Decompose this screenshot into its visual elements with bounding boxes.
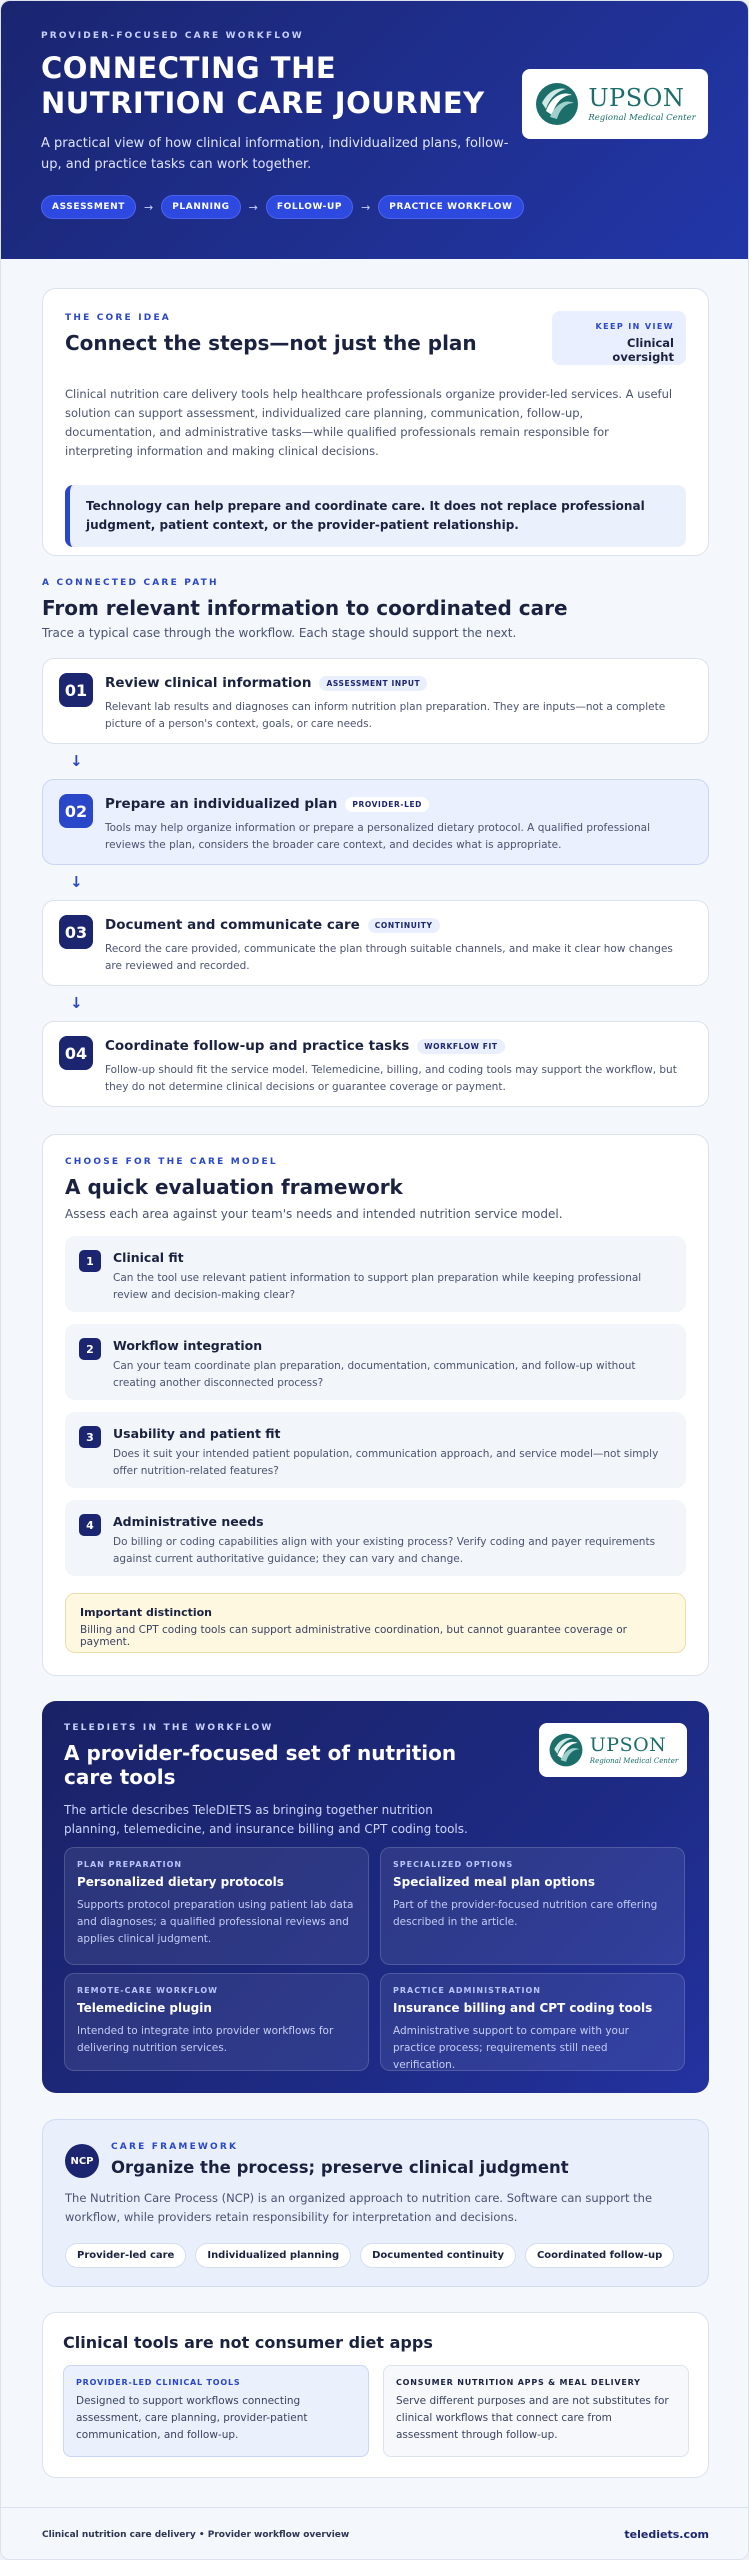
arrow-down-icon: ↓ bbox=[70, 752, 83, 770]
step-tag: CONTINUITY bbox=[368, 918, 440, 933]
tile-description: Administrative support to compare with your practice process; requirements still need verification. bbox=[393, 2025, 629, 2071]
step-document-and-communicate bbox=[42, 900, 709, 986]
evaluation-framework-card bbox=[42, 1134, 709, 1676]
cmp-eyebrow: CONSUMER NUTRITION APPS & MEAL DELIVERY bbox=[396, 2378, 641, 2387]
consumer-apps-box bbox=[383, 2365, 689, 2457]
footer-caption: Clinical nutrition care delivery • Provider workflow overview bbox=[42, 2529, 350, 2540]
core-title: Connect the steps—not just the plan bbox=[65, 331, 477, 355]
tile-title: Personalized dietary protocols bbox=[77, 1875, 284, 1889]
hero-banner bbox=[1, 1, 748, 259]
tile-description: Supports protocol preparation using patient lab data and diagnoses; a qualified professional reviews and applies clinical judgment. bbox=[77, 1899, 354, 1945]
tile-description: Intended to integrate into provider workflows for delivering nutrition services. bbox=[77, 2025, 334, 2054]
arrow-down-icon: ↓ bbox=[70, 873, 83, 891]
telediets-eyebrow: TELEDIETS IN THE WORKFLOW bbox=[64, 1723, 274, 1733]
criterion-description: Do billing or coding capabilities align with your existing process? Verify coding and payer requirements against current authoritative guidance; they can vary and change. bbox=[113, 1536, 656, 1565]
upson-emblem-icon bbox=[534, 81, 580, 127]
arrow-right-icon: → bbox=[361, 200, 371, 214]
compare-title: Clinical tools are not consumer diet apps bbox=[63, 2333, 433, 2352]
criterion-number: 2 bbox=[79, 1338, 101, 1360]
tile-plan-preparation bbox=[64, 1847, 369, 1965]
step-number: 03 bbox=[59, 915, 93, 949]
core-callout: Technology can help prepare and coordinate care. It does not replace professional judgment, patient context, or the provider-patient relationship. bbox=[65, 485, 686, 547]
step-title: Prepare an individualized plan bbox=[105, 796, 338, 812]
criterion-title: Clinical fit bbox=[113, 1250, 184, 1265]
path-title: From relevant information to coordinated care bbox=[42, 596, 568, 620]
step-description: Tools may help organize information or prepare a personalized dietary protocol. A qualified professional reviews the plan, considers the broader care context, and decides what is appropriate. bbox=[105, 822, 650, 851]
path-eyebrow: A CONNECTED CARE PATH bbox=[42, 578, 219, 588]
hero-title: CONNECTING THE NUTRITION CARE JOURNEY bbox=[41, 51, 485, 120]
workflow-pills bbox=[41, 195, 708, 219]
ncp-title: Organize the process; preserve clinical judgment bbox=[111, 2158, 569, 2177]
ncp-framework-card bbox=[42, 2119, 709, 2287]
tile-description: Part of the provider-focused nutrition care offering described in the article. bbox=[393, 1899, 658, 1928]
step-review-clinical-information bbox=[42, 658, 709, 744]
criterion-description: Can your team coordinate plan preparation, documentation, communication, and follow-up without creating another disconnected process? bbox=[113, 1360, 636, 1389]
tile-specialized-options bbox=[380, 1847, 685, 1965]
criterion-title: Administrative needs bbox=[113, 1514, 264, 1529]
step-description: Follow-up should fit the service model. Telemedicine, billing, and coding tools may support the workflow, but they do not determine clinical decisions or guarantee coverage or payment. bbox=[105, 1064, 677, 1093]
criterion-number: 3 bbox=[79, 1426, 101, 1448]
criterion-title: Usability and patient fit bbox=[113, 1426, 281, 1441]
eval-title: A quick evaluation framework bbox=[65, 1175, 403, 1199]
arrow-right-icon: → bbox=[248, 200, 258, 214]
step-number: 01 bbox=[59, 673, 93, 707]
eval-intro: Assess each area against your team's needs and intended nutrition service model. bbox=[65, 1207, 563, 1221]
upson-emblem-icon bbox=[548, 1732, 584, 1768]
criterion-clinical-fit bbox=[65, 1236, 686, 1312]
hero-eyebrow: PROVIDER-FOCUSED CARE WORKFLOW bbox=[41, 31, 304, 41]
criterion-description: Can the tool use relevant patient information to support plan preparation while keeping professional review and decision-making clear? bbox=[113, 1272, 642, 1301]
note-title: Important distinction bbox=[80, 1606, 212, 1619]
arrow-right-icon: → bbox=[144, 200, 154, 214]
keep-value: Clinical oversight bbox=[612, 336, 674, 364]
step-prepare-individualized-plan bbox=[42, 779, 709, 865]
footer bbox=[1, 2507, 749, 2560]
step-tag: WORKFLOW FIT bbox=[417, 1039, 504, 1054]
provider-led-tools-box bbox=[63, 2365, 369, 2457]
pill-follow-up: FOLLOW-UP bbox=[266, 195, 353, 219]
step-title: Document and communicate care bbox=[105, 917, 360, 933]
step-description: Record the care provided, communicate the plan through suitable channels, and make it clear how changes are reviewed and recorded. bbox=[105, 943, 673, 972]
arrow-down-icon: ↓ bbox=[70, 994, 83, 1012]
telediets-section bbox=[42, 1701, 709, 2093]
ncp-body: The Nutrition Care Process (NCP) is an organized approach to nutrition care. Software can support the workflow, while providers retain responsibility for interpretation and decisions. bbox=[65, 2191, 653, 2224]
upson-logo bbox=[522, 69, 708, 139]
logo-name: UPSON bbox=[589, 1734, 667, 1756]
logo-name: UPSON bbox=[588, 84, 685, 112]
important-distinction-note bbox=[65, 1593, 686, 1653]
tile-eyebrow: REMOTE-CARE WORKFLOW bbox=[77, 1986, 218, 1995]
core-eyebrow: THE CORE IDEA bbox=[65, 313, 171, 323]
footer-site-link[interactable]: telediets.com bbox=[624, 2528, 709, 2541]
tile-title: Insurance billing and CPT coding tools bbox=[393, 2001, 653, 2015]
chip-provider-led-care: Provider-led care bbox=[65, 2243, 186, 2268]
upson-logo bbox=[539, 1723, 687, 1777]
ncp-chips bbox=[65, 2243, 686, 2268]
tile-eyebrow: PLAN PREPARATION bbox=[77, 1860, 183, 1869]
criterion-title: Workflow integration bbox=[113, 1338, 263, 1353]
keep-in-view-box bbox=[552, 311, 686, 365]
telediets-subtitle: The article describes TeleDIETS as bringing together nutrition planning, telemedicine, and insurance billing and CPT coding tools. bbox=[64, 1803, 468, 1836]
criterion-description: Does it suit your intended patient population, communication approach, and service model—not simply offer nutrition-related features? bbox=[113, 1448, 659, 1477]
step-number: 04 bbox=[59, 1036, 93, 1070]
criterion-administrative-needs bbox=[65, 1500, 686, 1576]
tile-title: Specialized meal plan options bbox=[393, 1875, 595, 1889]
path-subtitle: Trace a typical case through the workflow. Each stage should support the next. bbox=[42, 626, 517, 640]
step-tag: ASSESSMENT INPUT bbox=[319, 676, 427, 691]
eval-eyebrow: CHOOSE FOR THE CARE MODEL bbox=[65, 1157, 278, 1167]
tile-eyebrow: SPECIALIZED OPTIONS bbox=[393, 1860, 514, 1869]
core-body: Clinical nutrition care delivery tools help healthcare professionals organize provider-led services. A useful solution can support assessment, individualized care planning, communication, follow-up, documentation, and administrative tasks—while qualified professionals remain responsible for interpreting information and making clinical decisions. bbox=[65, 387, 673, 458]
criterion-number: 4 bbox=[79, 1514, 101, 1536]
tile-eyebrow: PRACTICE ADMINISTRATION bbox=[393, 1986, 541, 1995]
pill-practice-workflow: PRACTICE WORKFLOW bbox=[378, 195, 523, 219]
step-title: Coordinate follow-up and practice tasks bbox=[105, 1038, 410, 1054]
step-tag: PROVIDER-LED bbox=[345, 797, 429, 812]
chip-documented-continuity: Documented continuity bbox=[360, 2243, 516, 2268]
logo-tagline: Regional Medical Center bbox=[589, 1757, 679, 1765]
step-coordinate-follow-up bbox=[42, 1021, 709, 1107]
step-description: Relevant lab results and diagnoses can inform nutrition plan preparation. They are inputs—not a complete picture of a person's context, goals, or care needs. bbox=[105, 701, 666, 730]
cmp-text: Serve different purposes and are not substitutes for clinical workflows that connect care from assessment through follow-up. bbox=[396, 2395, 669, 2441]
criterion-number: 1 bbox=[79, 1250, 101, 1272]
hero-subtitle: A practical view of how clinical information, individualized plans, follow-up, and practice tasks can work together. bbox=[41, 136, 509, 172]
pill-planning: PLANNING bbox=[161, 195, 240, 219]
criterion-workflow-integration bbox=[65, 1324, 686, 1400]
ncp-badge: NCP bbox=[65, 2144, 99, 2178]
ncp-eyebrow: CARE FRAMEWORK bbox=[111, 2142, 239, 2152]
pill-assessment: ASSESSMENT bbox=[41, 195, 136, 219]
comparison-card bbox=[42, 2312, 709, 2478]
core-idea-card bbox=[42, 288, 709, 556]
step-title: Review clinical information bbox=[105, 675, 312, 691]
step-number: 02 bbox=[59, 794, 93, 828]
chip-coordinated-follow-up: Coordinated follow-up bbox=[525, 2243, 674, 2268]
keep-eyebrow: KEEP IN VIEW bbox=[595, 322, 674, 331]
chip-individualized-planning: Individualized planning bbox=[195, 2243, 351, 2268]
logo-tagline: Regional Medical Center bbox=[588, 113, 696, 123]
criterion-usability bbox=[65, 1412, 686, 1488]
note-text: Billing and CPT coding tools can support administrative coordination, but cannot guarantee coverage or payment. bbox=[80, 1624, 627, 1648]
cmp-eyebrow: PROVIDER-LED CLINICAL TOOLS bbox=[76, 2378, 241, 2387]
telediets-title: A provider-focused set of nutrition care tools bbox=[64, 1741, 457, 1789]
tile-title: Telemedicine plugin bbox=[77, 2001, 212, 2015]
cmp-text: Designed to support workflows connecting assessment, care planning, provider-patient communication, and follow-up. bbox=[76, 2395, 308, 2441]
tile-remote-care-workflow bbox=[64, 1973, 369, 2071]
care-path-header bbox=[42, 578, 709, 643]
tile-practice-administration bbox=[380, 1973, 685, 2071]
